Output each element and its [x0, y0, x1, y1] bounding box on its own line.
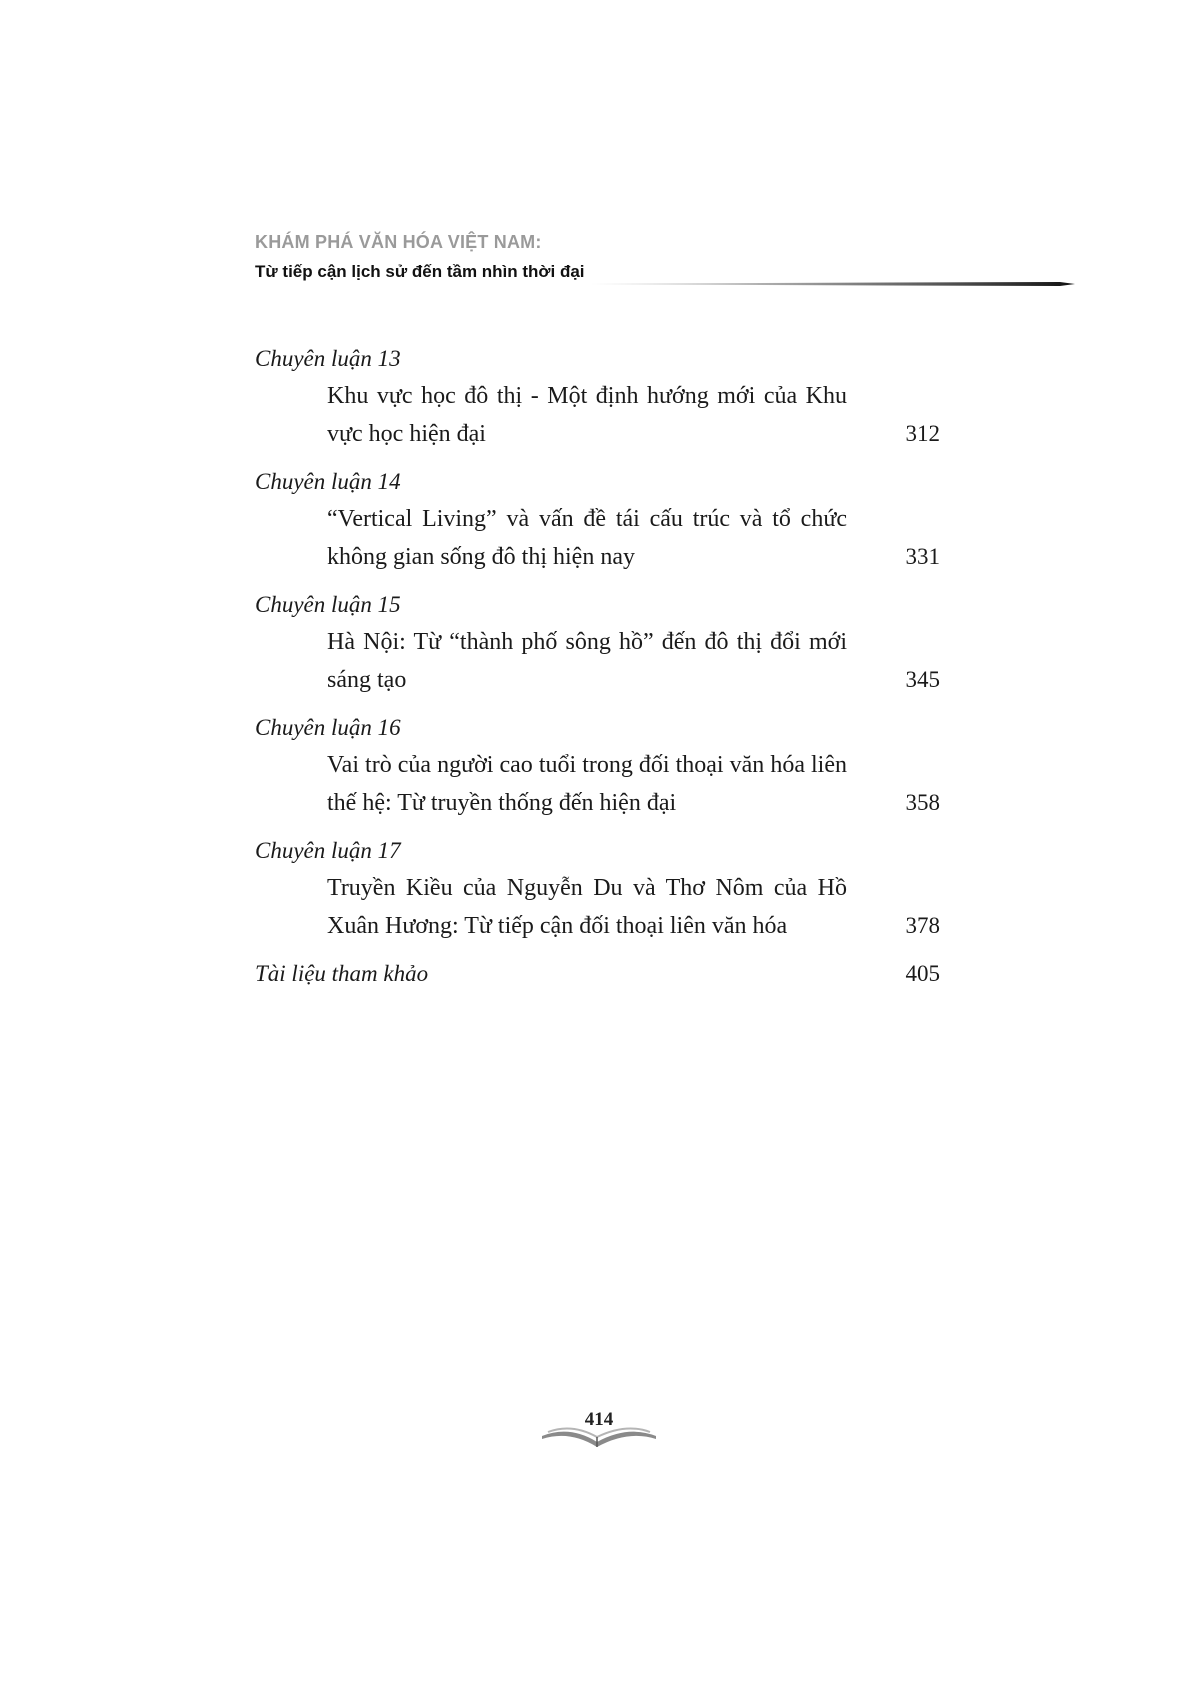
toc-entry-body: [255, 746, 940, 822]
toc-entry-body: [255, 869, 940, 945]
toc-entry-body: [255, 623, 940, 699]
references-label: Tài liệu tham khảo: [255, 961, 429, 986]
chapter-label: Chuyên luận 14: [255, 469, 401, 494]
entry-page-number: 378: [905, 913, 940, 938]
toc-entry: [255, 709, 940, 822]
references-page-number: 405: [905, 961, 940, 986]
book-title: KHÁM PHÁ VĂN HÓA VIỆT NAM:: [255, 232, 542, 252]
chapter-label: Chuyên luận 16: [255, 715, 401, 740]
toc-entry: [255, 340, 940, 453]
table-of-contents: [255, 340, 940, 992]
toc-entry: [255, 586, 940, 699]
toc-entry-body: [255, 500, 940, 576]
references-entry: [255, 955, 940, 992]
chapter-label: Chuyên luận 15: [255, 592, 401, 617]
entry-title: Khu vực học đô thị - Một định hướng mới của Khu vực học hiện đại: [327, 383, 847, 447]
page-number: 414: [584, 1409, 614, 1430]
entry-title: Truyền Kiều của Nguyễn Du và Thơ Nôm của Hồ Xuân Hương: Từ tiếp cận đối thoại liên văn hóa: [327, 875, 847, 939]
chapter-label: Chuyên luận 13: [255, 346, 401, 371]
toc-entry: [255, 463, 940, 576]
header-rule: [590, 282, 1075, 286]
entry-page-number: 358: [905, 790, 940, 815]
book-subtitle: Từ tiếp cận lịch sử đến tầm nhìn thời đại: [255, 262, 585, 281]
page-folio: [540, 1405, 658, 1455]
toc-entry-body: [255, 377, 940, 453]
entry-title: “Vertical Living” và vấn đề tái cấu trúc và tổ chức không gian sống đô thị hiện nay: [327, 506, 847, 570]
entry-page-number: 312: [905, 421, 940, 446]
entry-title: Vai trò của người cao tuổi trong đối thoại văn hóa liên thế hệ: Từ truyền thống đến hiện đại: [327, 752, 847, 816]
chapter-label: Chuyên luận 17: [255, 838, 401, 863]
entry-page-number: 331: [905, 544, 940, 569]
entry-title: Hà Nội: Từ “thành phố sông hồ” đến đô thị đổi mới sáng tạo: [327, 629, 847, 693]
running-head: [255, 232, 585, 282]
toc-entry: [255, 832, 940, 945]
entry-page-number: 345: [905, 667, 940, 692]
